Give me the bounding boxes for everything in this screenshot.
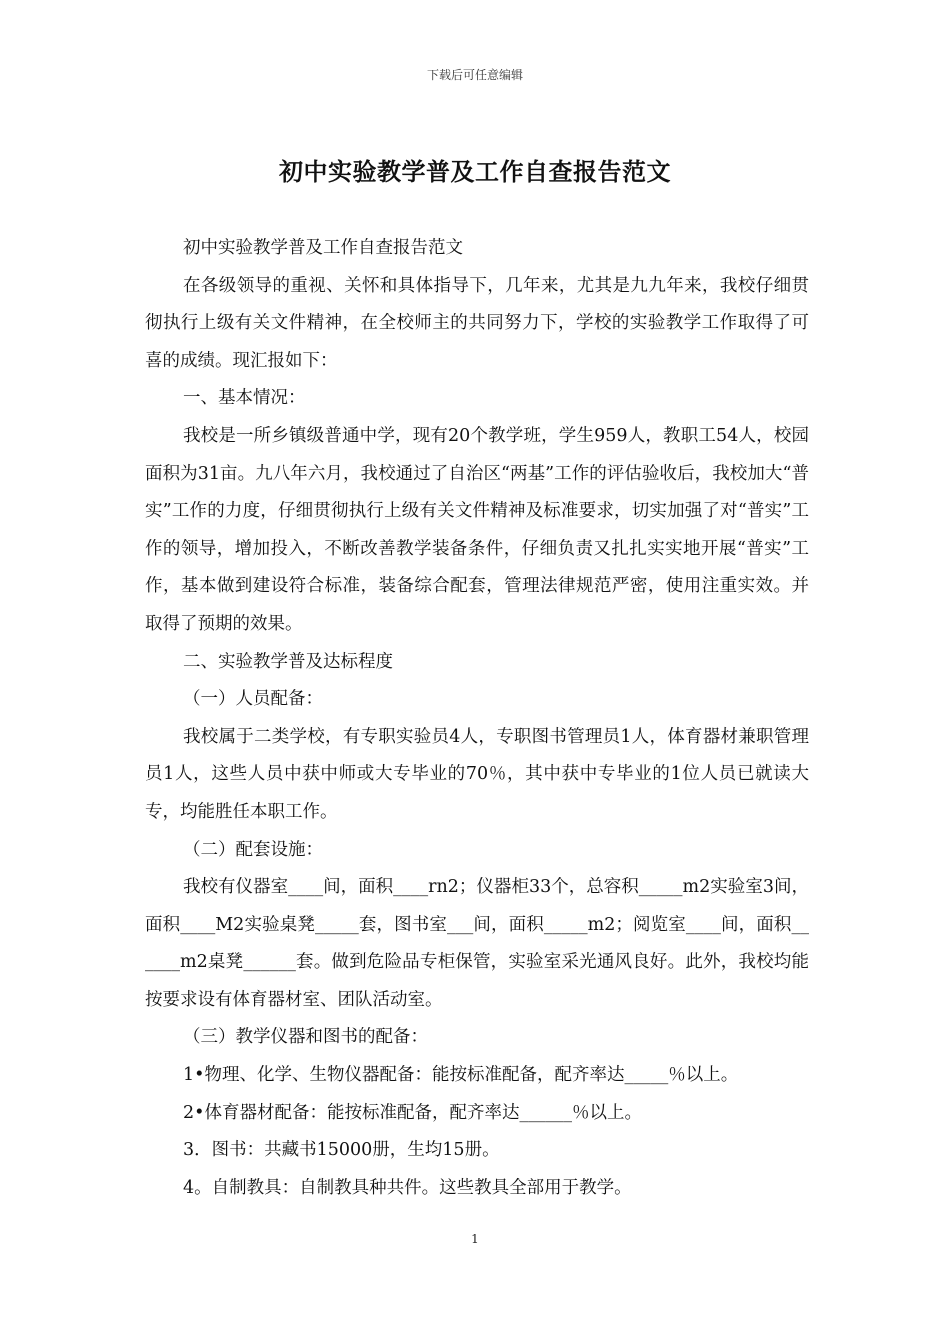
paragraph-facilities: 我校有仪器室____间，面积____rn2；仪器柜33个，总容积_____m2实验室3间，面积____M2实验桌凳_____套，图书室___间，面积_____m2；阅览室____间，面积______m2桌凳______套。做到危险品专柜保管，实验室采光通风良好。此外，我校均能按要求设有体育器材室、团队活动室。 (145, 877, 809, 1010)
paragraph-subtitle: 初中实验教学普及工作自查报告范文 (183, 238, 463, 258)
section-heading-standard-level: 二、实验教学普及达标程度 (183, 651, 393, 672)
section-heading-basic-situation: 一、基本情况： (183, 388, 306, 409)
document-title: 初中实验教学普及工作自查报告范文 (279, 157, 671, 186)
header-note: 下载后可任意编辑 (426, 68, 523, 82)
list-item-books: 3．图书：共藏书15000册，生均15册。 (183, 1140, 500, 1161)
subsection-heading-facilities: （二）配套设施： (183, 839, 323, 860)
paragraph-staffing: 我校属于二类学校，有专职实验员4人，专职图书管理员1人，体育器材兼职管理员1人，这些人员中获中师或大专毕业的70％，其中获中专毕业的1位人员已就读大专，均能胜任本职工作。 (145, 726, 809, 822)
list-item-sports-equipment: 2•体育器材配备：能按标准配备，配齐率达______％以上。 (183, 1102, 642, 1123)
paragraph-intro: 在各级领导的重视、关怀和具体指导下，几年来，尤其是九九年来，我校仔细贯彻执行上级有关文件精神，在全校师主的共同努力下，学校的实验教学工作取得了可喜的成绩。现汇报如下： (145, 275, 809, 371)
subsection-heading-instruments-books: （三）教学仪器和图书的配备： (183, 1027, 428, 1048)
paragraph-basic-situation: 我校是一所乡镇级普通中学，现有20个教学班，学生959人，教职工54人，校园面积为31亩。九八年六月，我校通过了自治区“两基”工作的评估验收后，我校加大“普实”工作的力度，仔细贯彻执行上级有关文件精神及标准要求，切实加强了对“普实”工作的领导，增加投入，不断改善教学装备条件，仔细负责又扎扎实实地开展“普实”工作，基本做到建设符合标准，装备综合配套，管理法律规范严密，使用注重实效。并取得了预期的效果。 (145, 425, 809, 634)
page-number: 1 (471, 1232, 479, 1246)
subsection-heading-staffing: （一）人员配备： (183, 689, 323, 710)
list-item-instruments: 1•物理、化学、生物仪器配备：能按标准配备，配齐率达_____％以上。 (183, 1065, 739, 1086)
document-body (145, 230, 809, 1207)
list-item-teaching-aids: 4。自制教具：自制教具种共件。这些教具全部用于教学。 (183, 1177, 632, 1198)
